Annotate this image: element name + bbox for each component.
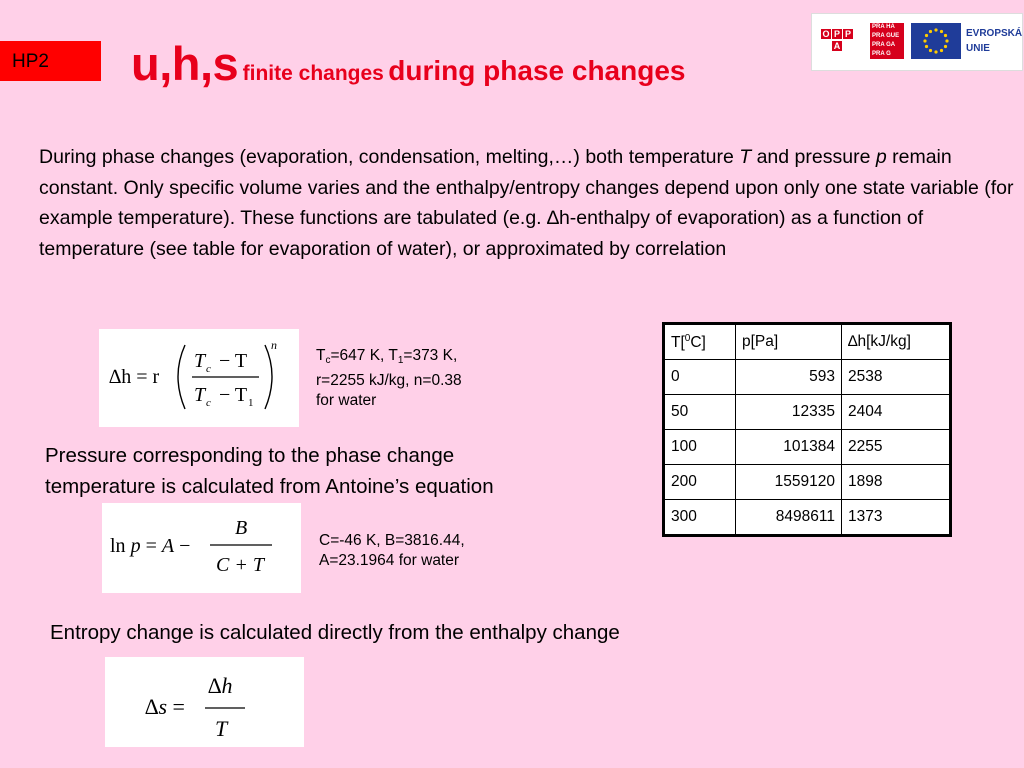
praha-line: PRA GUE (872, 33, 900, 39)
text: C=-46 K, B=3816.44, (319, 532, 465, 549)
praha-line: PRA HA (872, 24, 895, 30)
text: T (316, 347, 326, 364)
opp-letter: P (844, 29, 851, 39)
praha-logo (870, 23, 904, 59)
cell-temperature: 300 (665, 500, 736, 535)
delta-symbol: ∆ (547, 207, 559, 229)
eu-line: UNIE (966, 43, 990, 54)
text: and pressure (751, 146, 876, 168)
praha-line: PRA GA (872, 42, 896, 48)
cell-pressure: 12335 (736, 395, 842, 430)
cell-temperature: 0 (665, 360, 736, 395)
text: C] (690, 333, 706, 351)
opp-logo (821, 23, 867, 59)
text: temperature is calculated from Antoine’s equation (45, 475, 494, 498)
table-row (665, 430, 950, 465)
cell-enthalpy: 1373 (842, 500, 950, 535)
cell-pressure: 593 (736, 360, 842, 395)
correlation-parameters (316, 346, 462, 411)
antoine-formula (102, 503, 301, 593)
text: A=23.1964 for water (319, 552, 460, 569)
text: 0 (684, 332, 691, 344)
text: r=2255 kJ/kg, n=0.38 (316, 372, 462, 389)
eu-label (966, 26, 1022, 56)
cell-temperature: 200 (665, 465, 736, 500)
cell-pressure: 1559120 (736, 465, 842, 500)
entropy-formula (105, 657, 304, 747)
formula-lhs: ∆h = r (109, 366, 160, 388)
text: =647 K, T (330, 347, 398, 364)
opp-letter: A (833, 41, 841, 51)
den-mid: − T (219, 384, 248, 406)
sponsor-logo (811, 13, 1023, 71)
den-T: T (194, 384, 206, 406)
eu-flag-icon (911, 23, 961, 59)
text: Pressure corresponding to the phase change (45, 444, 455, 467)
text: c (325, 355, 331, 366)
text: T[ (671, 333, 685, 351)
title-sub: finite changes (242, 62, 384, 85)
formula-lhs: ∆s = (145, 694, 185, 719)
table-header-row (665, 325, 950, 360)
num-rest: − T (219, 350, 248, 372)
cell-enthalpy: 2404 (842, 395, 950, 430)
cell-enthalpy: 2255 (842, 430, 950, 465)
cell-enthalpy: 1898 (842, 465, 950, 500)
title-rest: during phase changes (388, 55, 686, 86)
paren-left (178, 345, 185, 409)
text: remain constant. Only specific volume varies and the enthalpy/entropy changes depend upon only one state variable (for example temperature). These functions are tabulated (e.g. (39, 146, 1014, 229)
cell-temperature: 100 (665, 430, 736, 465)
header-temperature (665, 325, 736, 360)
paren-right (265, 345, 272, 409)
slide-title (131, 36, 685, 91)
formula-den: C + T (216, 554, 264, 576)
intro-paragraph (39, 142, 1019, 264)
text: During phase changes (evaporation, condensation, melting,…) both temperature (39, 146, 740, 168)
text-var-p: p (875, 146, 887, 168)
formula-num: B (235, 517, 248, 539)
antoine-paragraph (45, 440, 494, 502)
den-sub-1: 1 (248, 397, 254, 409)
header-enthalpy: ∆h[kJ/kg] (842, 325, 950, 360)
den-sub-c: c (206, 397, 211, 409)
eu-line: EVROPSKÁ (966, 28, 1023, 39)
num-T: T (194, 350, 206, 372)
table-row (665, 360, 950, 395)
antoine-parameters (319, 531, 465, 571)
opp-letter: P (833, 29, 840, 39)
text: =373 K, (403, 347, 458, 364)
formula-num: ∆h (208, 673, 233, 698)
slide-badge: HP2 (0, 41, 101, 81)
formula-den: T (215, 716, 228, 741)
text: for water (316, 392, 377, 409)
num-sub-c: c (206, 363, 211, 375)
water-evaporation-table (664, 324, 950, 535)
cell-enthalpy: 2538 (842, 360, 950, 395)
opp-letter: O (822, 29, 830, 39)
text: 1 (397, 355, 404, 366)
exponent-n: n (271, 338, 277, 352)
table-row (665, 500, 950, 535)
cell-pressure: 8498611 (736, 500, 842, 535)
text-var-T: T (739, 146, 752, 168)
header-pressure: p[Pa] (736, 325, 842, 360)
entropy-paragraph: Entropy change is calculated directly from the enthalpy change (50, 621, 620, 644)
enthalpy-correlation-formula (99, 329, 299, 427)
text: h-enthalpy of evaporation) as a function of temperature (see table for evaporation of water), or approximated by correlation (39, 207, 924, 260)
cell-temperature: 50 (665, 395, 736, 430)
table-row (665, 395, 950, 430)
praha-line: PRA G (872, 51, 891, 57)
table-row (665, 465, 950, 500)
title-main: u,h,s (131, 37, 239, 90)
cell-pressure: 101384 (736, 430, 842, 465)
formula-lhs: ln p = A − (110, 535, 191, 557)
